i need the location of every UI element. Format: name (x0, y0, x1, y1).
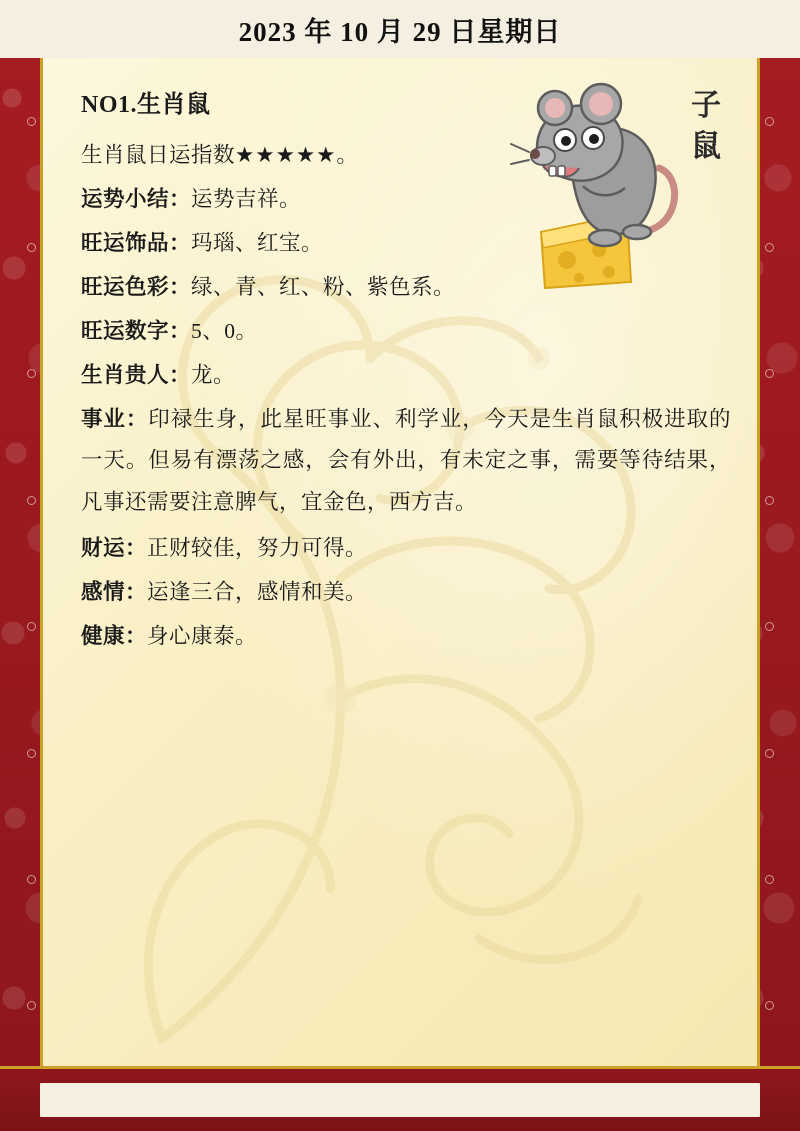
fortune-love-value: 运逢三合，感情和美。 (147, 580, 368, 605)
band-dot (765, 496, 774, 505)
fortune-health (81, 616, 731, 658)
band-dot (27, 875, 36, 884)
zodiac-branch-char: 子 (691, 89, 721, 122)
date-header-inner (0, 10, 800, 49)
band-dot (765, 749, 774, 758)
fortune-row-summary-label: 运势小结： (81, 186, 192, 211)
fortune-index-period: 。 (336, 143, 359, 167)
fortune-health-label: 健康： (81, 624, 148, 649)
date-text: 2023 年 10 月 29 日星期日 (238, 16, 562, 47)
mouse-icon (509, 82, 689, 312)
fortune-row-benefactor-value: 龙。 (191, 362, 236, 387)
band-dot (27, 369, 36, 378)
zodiac-illustration-block (509, 76, 739, 326)
band-dot (765, 117, 774, 126)
fortune-index-stars: ★★★★★ (235, 143, 337, 167)
fortune-row-color-value: 绿、青、红、粉、紫色系。 (191, 274, 456, 299)
band-dot (765, 622, 774, 631)
fortune-wealth-value: 正财较佳，努力可得。 (147, 536, 368, 561)
fortune-index-label: 生肖鼠日运指数 (81, 143, 236, 167)
fortune-love (81, 572, 731, 614)
fortune-career (81, 399, 731, 525)
fortune-row-summary-value: 运势吉祥。 (191, 186, 302, 211)
fortune-health-value: 身心康泰。 (147, 624, 258, 649)
band-dot (27, 117, 36, 126)
fortune-row-color-label: 旺运色彩： (81, 274, 192, 299)
band-dot (27, 749, 36, 758)
band-dot (27, 622, 36, 631)
footer-bar (0, 1066, 800, 1131)
band-dot (27, 1001, 36, 1010)
fortune-career-label: 事业： (81, 406, 149, 431)
fortune-love-label: 感情： (81, 580, 148, 605)
fortune-row-benefactor-label: 生肖贵人： (81, 362, 192, 387)
fortune-career-value: 印禄生身，此星旺事业、利学业，今天是生肖鼠积极进取的一天。但易有漂荡之感，会有外出，有未定之事，需要等待结果，凡事还需要注意脾气，宜金色，西方吉。 (81, 406, 731, 515)
fortune-wealth-label: 财运： (81, 536, 148, 561)
zodiac-animal-char: 鼠 (691, 129, 721, 163)
content-sheet (40, 58, 760, 1069)
band-dot (765, 1001, 774, 1010)
band-dot (765, 369, 774, 378)
fortune-row-accessory-value: 玛瑙、红宝。 (191, 230, 324, 255)
footer-strip (40, 1083, 760, 1117)
date-header (0, 0, 800, 61)
fortune-row-accessory-label: 旺运饰品： (81, 230, 192, 255)
fortune-row-number-label: 旺运数字： (81, 318, 192, 343)
fortune-row-number-value: 5、0。 (191, 318, 258, 343)
fortune-row-benefactor (81, 355, 731, 397)
band-dot (27, 496, 36, 505)
band-dot (27, 243, 36, 252)
band-dot (765, 875, 774, 884)
band-dot (765, 243, 774, 252)
page-title: NO1.生肖鼠 (81, 92, 211, 118)
fortune-wealth (81, 528, 731, 570)
